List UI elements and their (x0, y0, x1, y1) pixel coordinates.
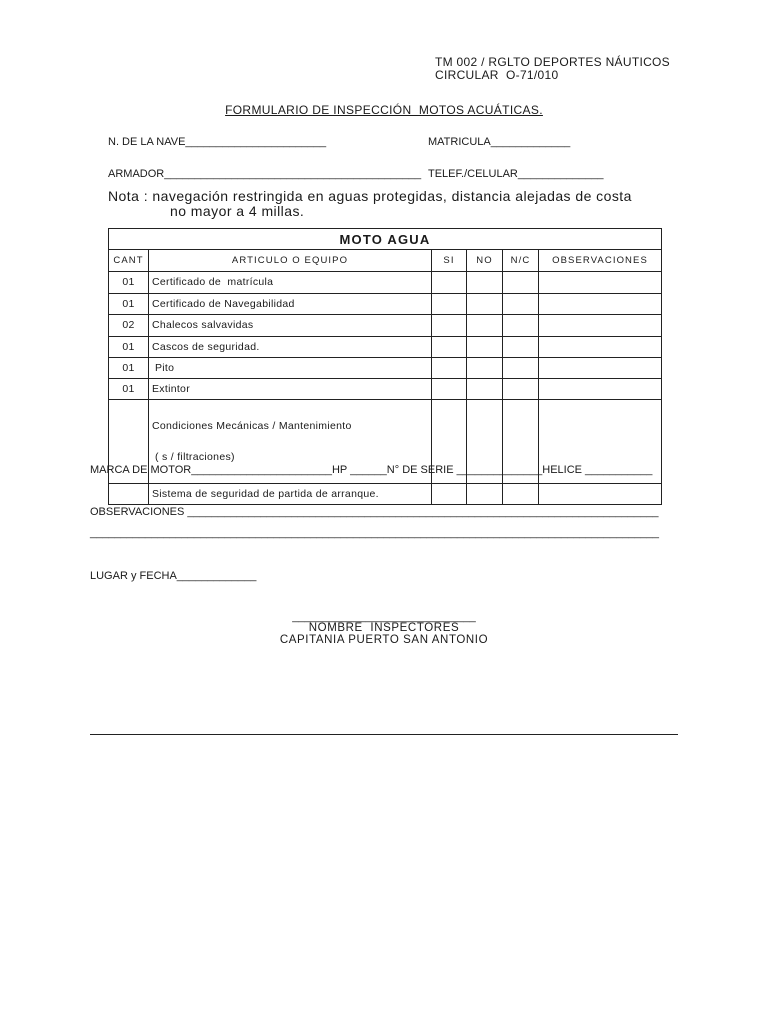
observaciones-cell (539, 379, 662, 400)
cant-cell: 01 (109, 272, 149, 294)
cant-cell: 01 (109, 294, 149, 315)
observaciones-cell (539, 484, 662, 505)
si-cell (432, 379, 467, 400)
item-cell: Extintor (149, 379, 432, 400)
si-cell (432, 315, 467, 337)
nc-cell (503, 358, 539, 379)
si-cell (432, 358, 467, 379)
nota-line-1: Nota : navegación restringida en aguas protegidas, distancia alejadas de costa (108, 188, 632, 204)
item-label: Pito (155, 361, 175, 374)
nc-cell (503, 379, 539, 400)
item-cell: Certificado de matrícula (149, 272, 432, 294)
observaciones-cell (539, 294, 662, 315)
bottom-rule (90, 734, 678, 735)
si-cell (432, 294, 467, 315)
item-cell: Cascos de seguridad. (149, 337, 432, 358)
nota-line-2: no mayor a 4 millas. (170, 203, 305, 219)
si-cell (432, 272, 467, 294)
table-row (109, 337, 662, 358)
table-row (109, 379, 662, 400)
observaciones-cell (539, 358, 662, 379)
col-header-item: ARTICULO O EQUIPO (149, 250, 432, 272)
nc-cell (503, 484, 539, 505)
cant-cell: 01 (109, 337, 149, 358)
observaciones-line-2: _____________________________________________________________________________________________ (90, 527, 659, 539)
field-matricula: MATRICULA_____________ (428, 136, 571, 148)
cant-cell: 01 (109, 358, 149, 379)
form-title: FORMULARIO DE INSPECCIÓN MOTOS ACUÁTICAS. (225, 103, 543, 117)
no-cell (467, 315, 503, 337)
field-lugar-fecha: LUGAR y FECHA_____________ (90, 570, 257, 582)
no-cell (467, 272, 503, 294)
col-header-observaciones: OBSERVACIONES (539, 250, 662, 272)
table-title: MOTO AGUA (109, 229, 662, 250)
no-cell (467, 484, 503, 505)
item-detail: ( s / filtraciones) (155, 451, 235, 463)
field-motor-details: MARCA DE MOTOR_______________________HP ______N° DE SERIE ______________HELICE ___________ (90, 464, 653, 476)
no-cell (467, 358, 503, 379)
col-header-nc: N/C (503, 250, 539, 272)
col-header-no: NO (467, 250, 503, 272)
item-cell: Sistema de seguridad de partida de arranque. (149, 484, 432, 505)
si-cell (432, 337, 467, 358)
table-row (109, 358, 662, 379)
observaciones-cell (539, 315, 662, 337)
signature-line: ______________________________ (292, 611, 476, 623)
nc-cell (503, 272, 539, 294)
cant-cell: 01 (109, 379, 149, 400)
field-armador: ARMADOR__________________________________________ (108, 168, 422, 180)
no-cell (467, 379, 503, 400)
si-cell (432, 484, 467, 505)
field-observaciones: OBSERVACIONES _____________________________________________________________________________ (90, 506, 659, 518)
cant-cell: 02 (109, 315, 149, 337)
table-row (109, 272, 662, 294)
circular-number: CIRCULAR O-71/010 (435, 68, 559, 82)
item-cell: Chalecos salvavidas (149, 315, 432, 337)
field-nave: N. DE LA NAVE_______________________ (108, 136, 327, 148)
observaciones-cell (539, 337, 662, 358)
item-cell: Certificado de Navegabilidad (149, 294, 432, 315)
item-label: Condiciones Mecánicas / Mantenimiento (152, 420, 352, 432)
regulation-reference: TM 002 / RGLTO DEPORTES NÁUTICOS (435, 55, 670, 69)
table-title-row (109, 229, 662, 250)
observaciones-cell (539, 272, 662, 294)
field-telefono: TELEF./CELULAR______________ (428, 168, 604, 180)
nc-cell (503, 315, 539, 337)
cant-cell (109, 484, 149, 505)
nc-cell (503, 294, 539, 315)
signature-name-label: NOMBRE INSPECTORES (308, 622, 460, 634)
table-header-row (109, 250, 662, 272)
table-row (109, 484, 662, 505)
item-cell (149, 358, 432, 379)
col-header-si: SI (432, 250, 467, 272)
signature-organization: CAPITANIA PUERTO SAN ANTONIO (279, 634, 489, 646)
nc-cell (503, 337, 539, 358)
no-cell (467, 337, 503, 358)
no-cell (467, 294, 503, 315)
table-row (109, 315, 662, 337)
col-header-cant: CANT (109, 250, 149, 272)
table-row (109, 294, 662, 315)
